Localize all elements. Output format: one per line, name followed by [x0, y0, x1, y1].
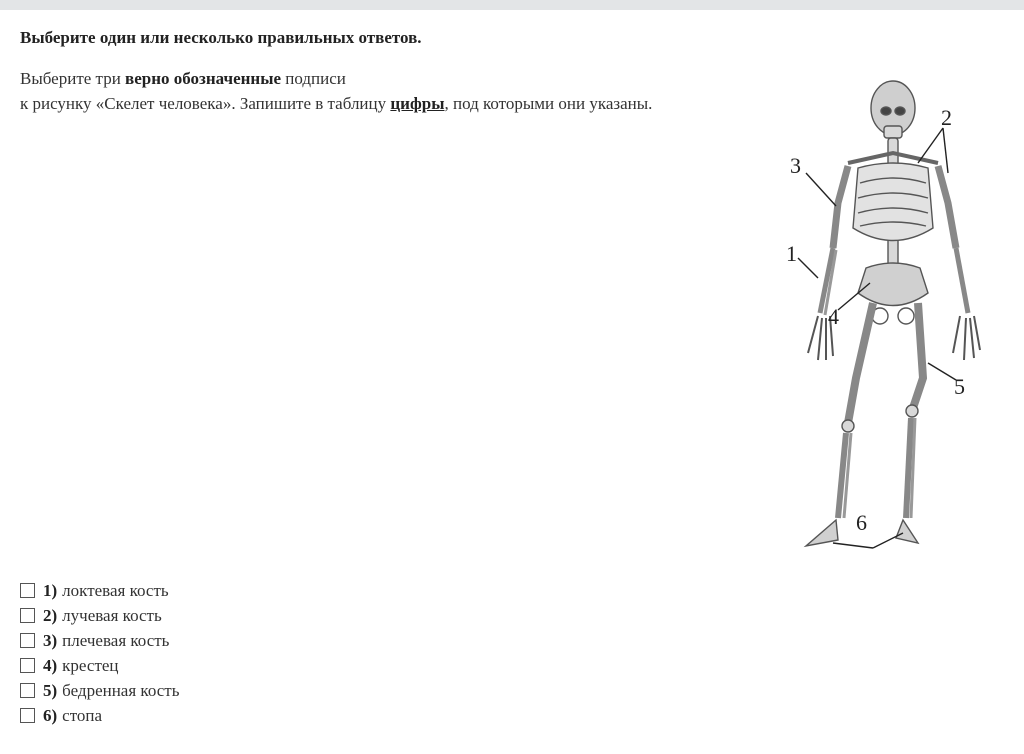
- task-instruction: Выберите один или несколько правильных ответов.: [20, 28, 422, 47]
- option-4-checkbox[interactable]: [20, 658, 35, 673]
- option-5-label: бедренная кость: [62, 680, 180, 700]
- option-4-number: 4): [43, 655, 58, 675]
- option-1-checkbox[interactable]: [20, 583, 35, 598]
- option-2-label: лучевая кость: [62, 605, 162, 625]
- question-part3: к рисунку «Скелет человека». Запишите в таблицу: [20, 94, 391, 113]
- question-part4: , под которыми они указаны.: [444, 94, 653, 113]
- option-5-checkbox[interactable]: [20, 683, 35, 698]
- skeleton-figure: [778, 78, 988, 560]
- option-5[interactable]: [20, 678, 179, 703]
- option-6-label: стопа: [62, 705, 103, 725]
- option-5-number: 5): [43, 680, 58, 700]
- option-3-label: плечевая кость: [62, 630, 170, 650]
- question-part2: подписи: [281, 69, 346, 88]
- option-6-checkbox[interactable]: [20, 708, 35, 723]
- figure-label-3: 3: [790, 153, 801, 178]
- option-1-number: 1): [43, 580, 58, 600]
- figure-label-5: 5: [954, 374, 965, 399]
- option-3-number: 3): [43, 630, 58, 650]
- option-2-number: 2): [43, 605, 58, 625]
- answer-options: [20, 578, 179, 728]
- option-3-checkbox[interactable]: [20, 633, 35, 648]
- question-part1: Выберите три: [20, 69, 126, 88]
- option-6-number: 6): [43, 705, 58, 725]
- option-6[interactable]: [20, 703, 179, 728]
- option-2-checkbox[interactable]: [20, 608, 35, 623]
- top-bar: [0, 0, 1024, 10]
- figure-label-2: 2: [941, 105, 952, 130]
- option-1[interactable]: [20, 578, 179, 603]
- figure-label-6: 6: [856, 510, 867, 535]
- option-4-label: крестец: [62, 655, 119, 675]
- option-1-label: локтевая кость: [62, 580, 169, 600]
- question-bold2: цифры: [390, 94, 445, 113]
- question-bold1: верно обозначенные: [125, 69, 282, 88]
- figure-label-1: 1: [786, 241, 797, 266]
- option-3[interactable]: [20, 628, 179, 653]
- option-2[interactable]: [20, 603, 179, 628]
- option-4[interactable]: [20, 653, 179, 678]
- question-text: [20, 66, 652, 116]
- figure-label-4: 4: [828, 304, 839, 329]
